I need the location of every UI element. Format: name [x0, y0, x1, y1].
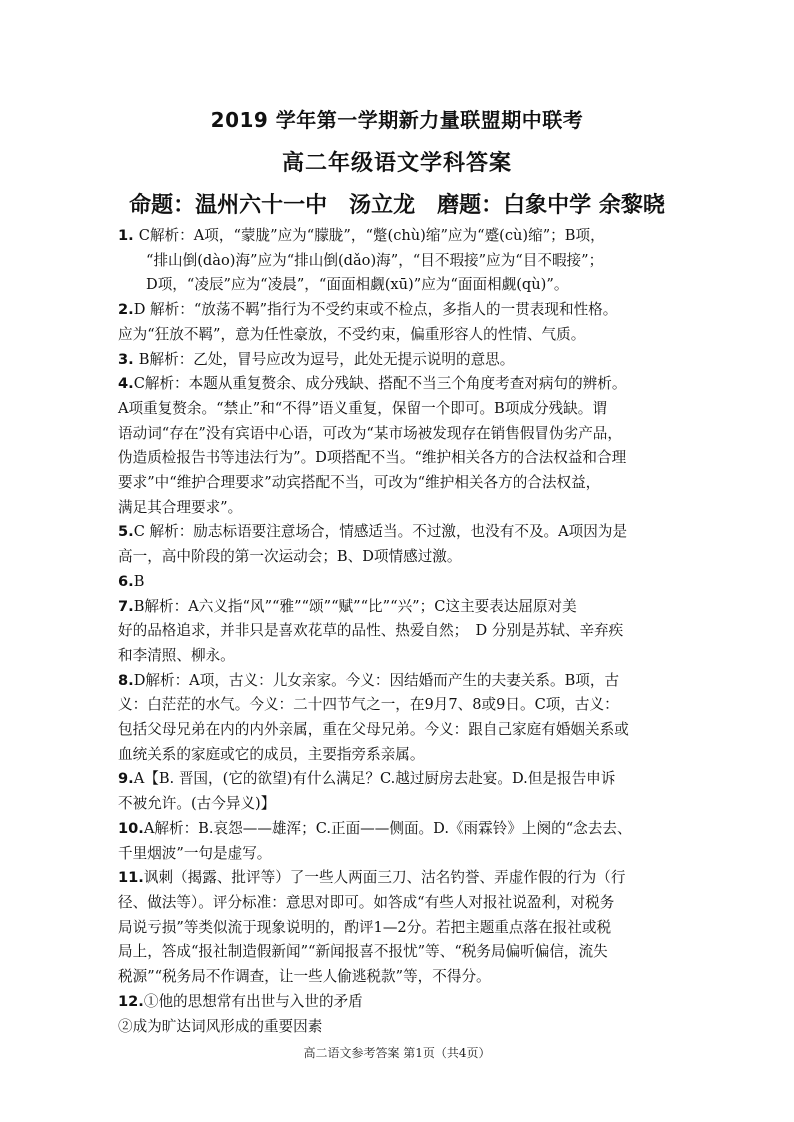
answer-text: 要求”中“维护合理要求”动宾搭配不当，可改为“维护相关各方的合法权益， [118, 474, 601, 492]
answer-item [118, 990, 678, 1039]
question-setter: 命题：温州六十一中 汤立龙 [129, 193, 416, 218]
answer-text: 血统关系的家庭或它的成员，主要指旁系亲属。 [118, 745, 425, 763]
answers-body [118, 224, 678, 1039]
page-footer: 高二语文参考答案 第1页（共4页） [303, 1046, 491, 1060]
answer-text: 不被允许。(古今异义)】 [118, 795, 276, 813]
answer-text: “排山倒(dào)海”应为“排山倒(dǎo)海”，“目不瑕接”应为“目不暇接”； [146, 251, 604, 269]
answer-text: D解析：A项，古义：儿女亲家。今义：因结婚而产生的夫妻关系。B项，古 [133, 671, 620, 689]
answer-text: B解析：乙处，冒号应改为逗号，此处无提示说明的意思。 [138, 350, 515, 368]
answer-number: 10. [118, 819, 144, 837]
answer-number: 9. [118, 770, 134, 788]
answer-number: 4. [118, 375, 134, 393]
answer-text: 包括父母兄弟在内的内外亲属，重在父母兄弟。今义：跟自己家庭有婚姻关系或 [118, 721, 629, 739]
answer-text: 局上，答成“报社制造假新闻”“新闻报喜不报忧”等、“税务局偏听偏信，流失 [118, 943, 608, 961]
answer-item [118, 372, 678, 520]
answer-item [118, 348, 678, 373]
answer-text: A项重复赘余。“禁止”和“不得”语义重复，保留一个即可。B项成分残缺。谓 [118, 399, 607, 417]
document-subtitle: 高二年级语文学科答案 [281, 151, 512, 176]
answer-text: B解析：A六义指“风”“雅”“颂”“赋”“比”“兴”；C这主要表达屈原对美 [133, 597, 577, 615]
answer-item [118, 866, 678, 990]
answer-item [118, 570, 678, 595]
answer-text: A解析：B.哀怨——雄浑；C.正面——侧面。D.《雨霖铃》上阕的“念去去、 [143, 819, 632, 837]
answer-item [118, 520, 678, 569]
answer-text: C 解析：励志标语要注意场合，情感适当。不过激，也没有不及。A项因为是 [133, 523, 628, 541]
answer-text: 税源”“税务局不作调查，让一些人偷逃税款”等，不得分。 [118, 968, 491, 986]
answer-text: 应为“狂放不羁”，意为任性豪放，不受约束，偏重形容人的性情、气质。 [118, 325, 586, 343]
answer-text: 伪造质检报告书等违法行为”。D项搭配不当。“维护相关各方的合法权益和合理 [118, 449, 627, 467]
answer-text: 满足其合理要求”。 [118, 498, 243, 516]
answer-number: 1. [118, 227, 139, 244]
question-reviewer: 磨题：白象中学 余黎晓 [437, 193, 665, 218]
answer-text: D项，“凌辰”应为“凌晨”，“面面相觑(xū)”应为“面面相觑(qù)”。 [146, 276, 569, 294]
answer-text: 义：白茫茫的水气。今义：二十四节气之一，在9月7、8或9日。C项，古义： [118, 696, 619, 714]
answer-text: A【B. 晋国，(它的欲望)有什么满足？C.越过厨房去赴宴。D.但是报告申诉 [133, 770, 616, 788]
answer-number: 3. [118, 350, 139, 368]
answer-text: ②成为旷达词风形成的重要因素 [118, 1017, 323, 1035]
answer-text: 语动词“存在”没有宾语中心语，可改为“某市场被发现存在销售假冒伪劣产品， [118, 424, 622, 442]
answer-text: C解析：A项，“蒙胧”应为“朦胧”，“蹩(chù)缩”应为“蹙(cù)缩”；B项， [138, 227, 605, 244]
answer-number: 11. [118, 869, 144, 887]
exam-title: 2019 学年第一学期新力量联盟期中联考 [210, 108, 584, 132]
answer-text: 和李清照、柳永。 [118, 646, 235, 664]
answer-number: 7. [118, 597, 134, 615]
answer-text: B [133, 572, 145, 590]
answer-number: 6. [118, 572, 134, 590]
answer-text: 径、做法等）。评分标准：意思对即可。如答成“有些人对报社说盈利，对税务 [118, 893, 615, 911]
answer-text: D 解析：“放荡不羁”指行为不受约束或不检点，多指人的一贯表现和性格。 [133, 301, 618, 319]
answer-number: 2. [118, 301, 134, 319]
answer-item [118, 669, 678, 768]
answer-item [118, 817, 678, 866]
answer-item [118, 298, 678, 347]
answer-text: 高一，高中阶段的第一次运动会；B、D项情感过激。 [118, 548, 462, 566]
answer-text: 千里烟波”一句是虚写。 [118, 844, 272, 862]
answer-text: ①他的思想常有出世与入世的矛盾 [143, 992, 363, 1010]
answer-text: 好的品格追求，并非只是喜欢花草的品性、热爱自然； D 分别是苏轼、辛弃疾 [118, 622, 624, 640]
answer-number: 8. [118, 671, 134, 689]
answer-text: C解析：本题从重复赘余、成分残缺、搭配不当三个角度考查对病句的辨析。 [133, 375, 627, 393]
answer-text: 局说亏损”等类似流于现象说明的，酌评1—2分。若把主题重点落在报社或税 [118, 918, 612, 936]
answer-number: 12. [118, 992, 144, 1010]
answer-item [118, 595, 678, 669]
answer-number: 5. [118, 523, 134, 541]
answer-item [118, 767, 678, 816]
answer-item [118, 224, 678, 298]
authors-line [0, 188, 794, 219]
answer-text: 讽刺（揭露、批评等）了一些人两面三刀、沽名钓誉、弄虚作假的行为（行 [143, 869, 626, 887]
